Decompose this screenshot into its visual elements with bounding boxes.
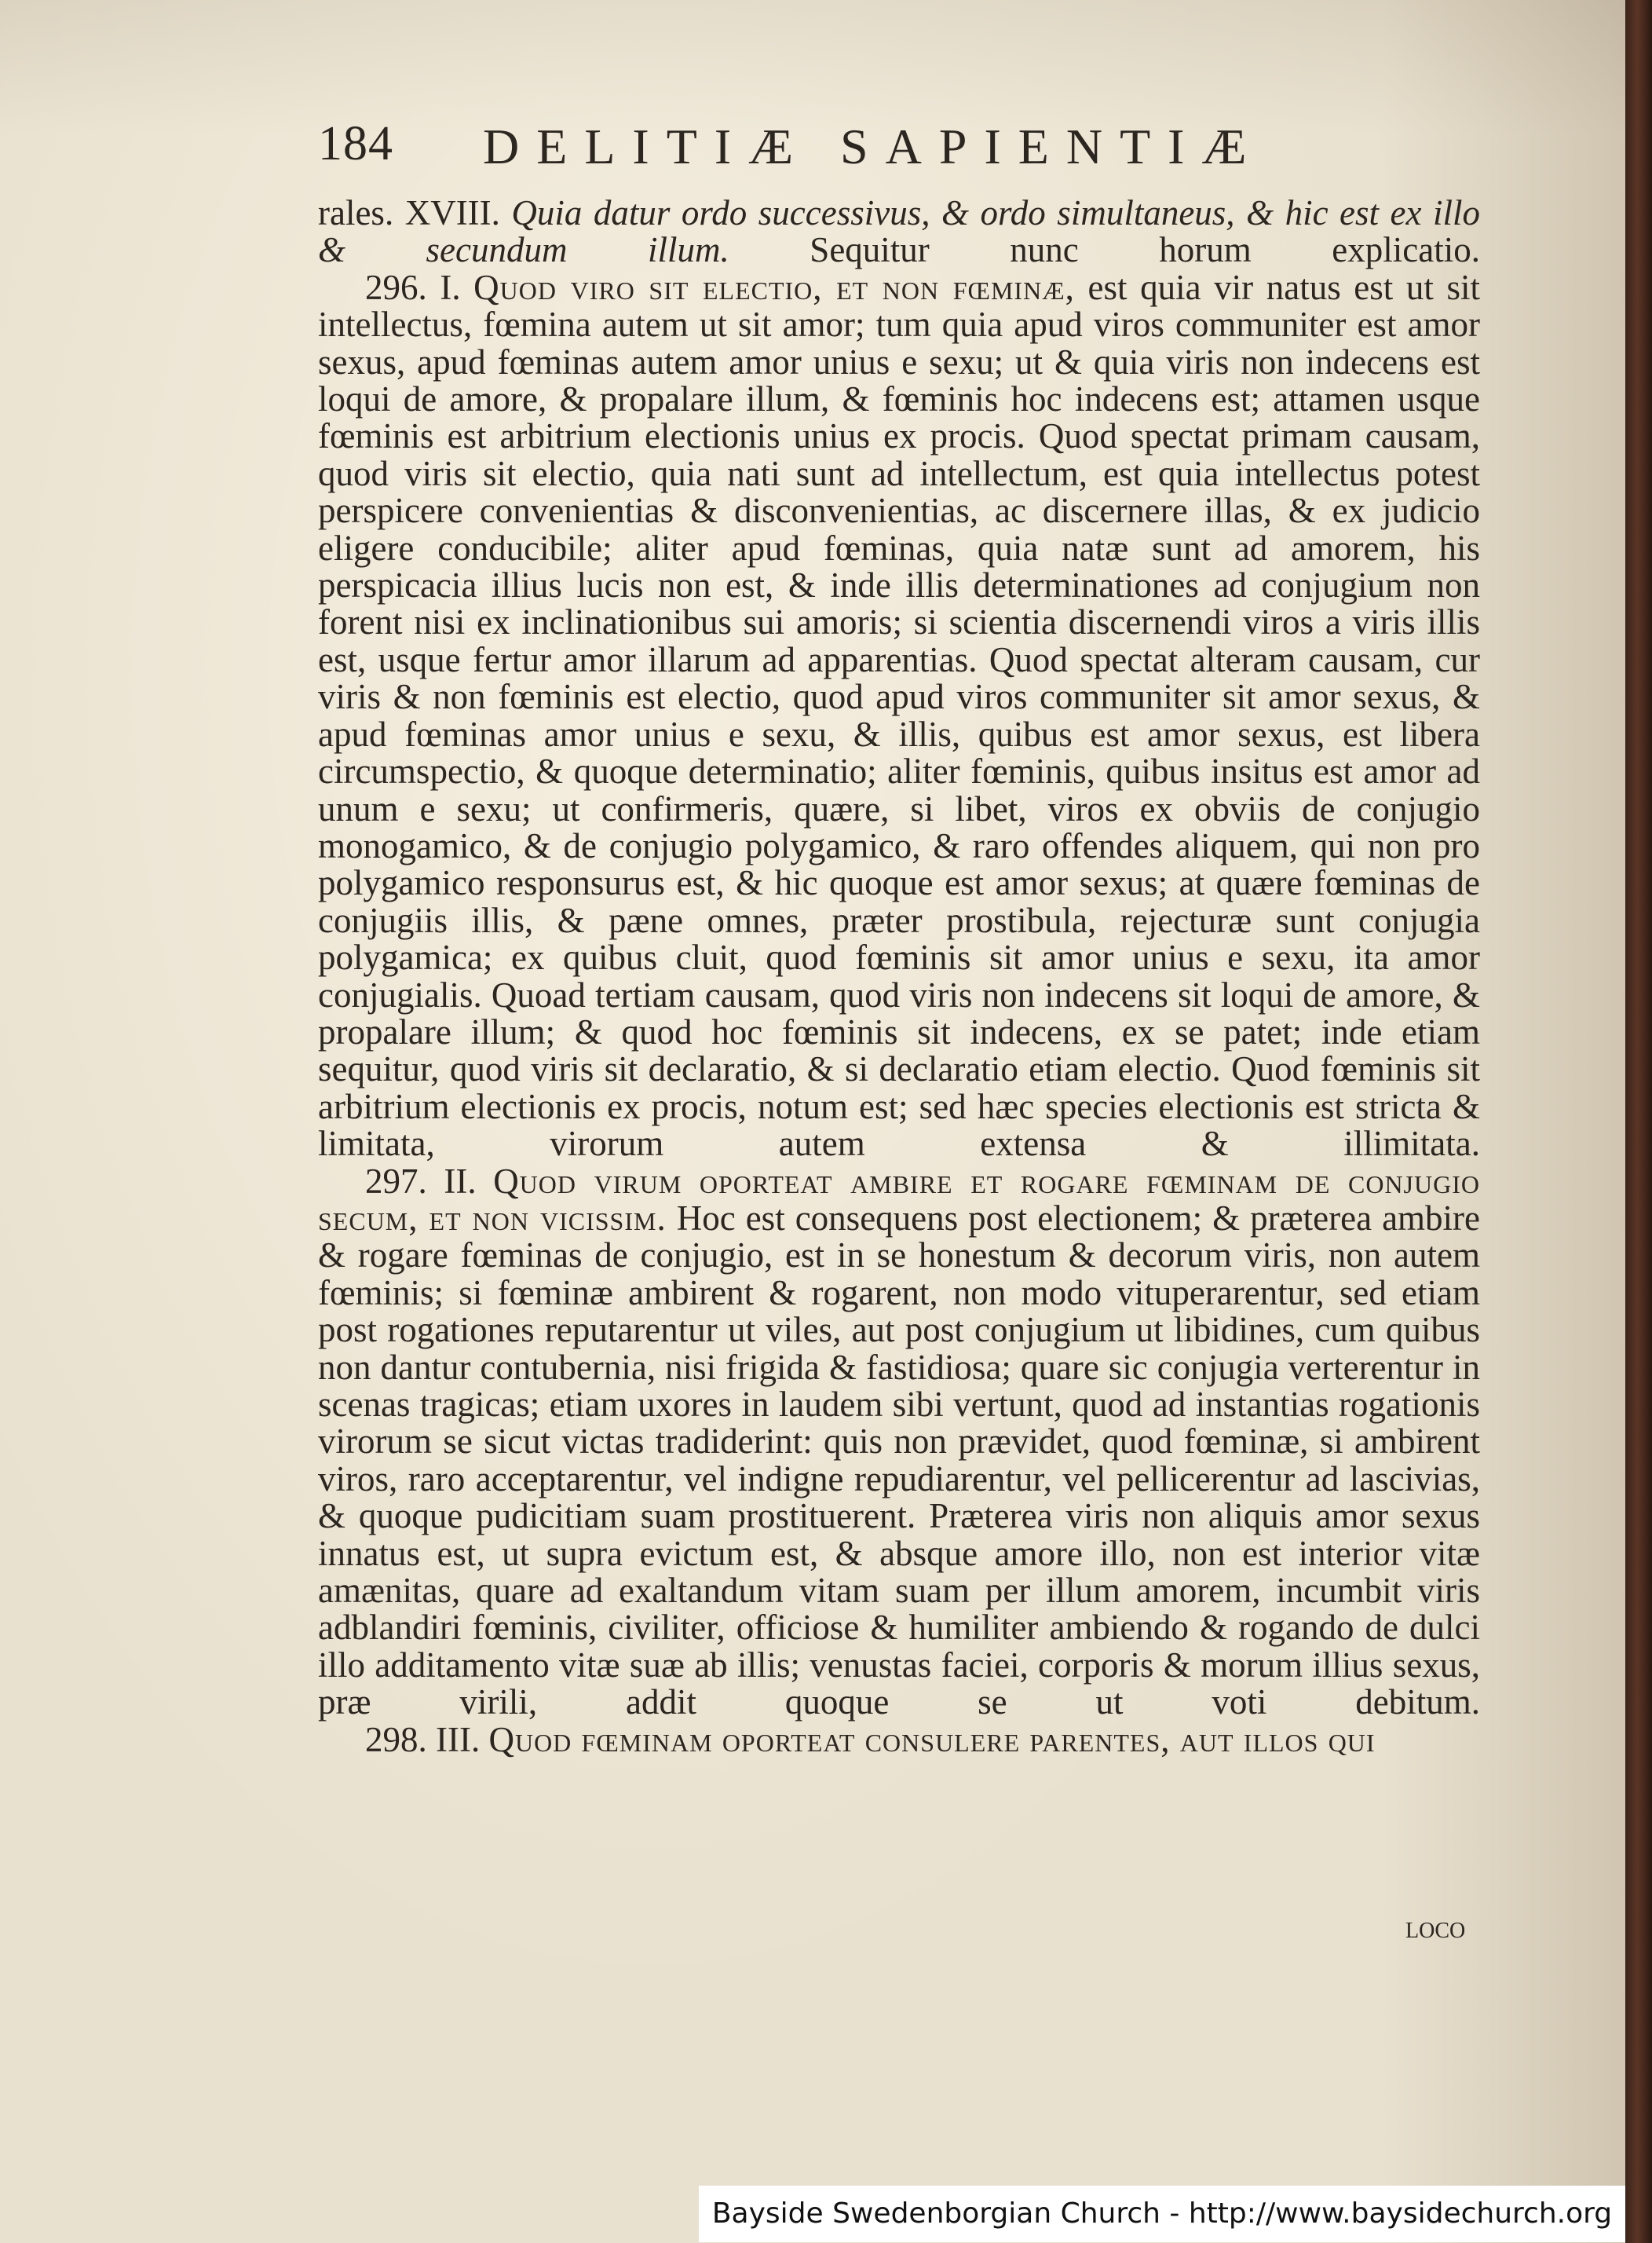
paragraph-continuation-lead: rales. XVIII. <box>318 193 512 232</box>
paragraph-296 <box>318 269 1480 1163</box>
book-spine-edge <box>1625 0 1652 2243</box>
paragraph-continuation <box>318 195 1480 269</box>
body-text <box>318 195 1480 1758</box>
paragraph-continuation-italic: Quia datur ordo successivus, & ordo simultaneus, & hic est ex illo & secundum illum. <box>318 193 1480 270</box>
page-number: 184 <box>318 117 393 170</box>
paragraph-298-number: 298. III. <box>365 1719 489 1759</box>
paragraph-298 <box>318 1719 1480 1759</box>
paragraph-296-text: est quia vir natus est ut sit intellectus, fœmina autem ut sit amor; tum quia apud viros communiter est amor sexus, apud fœminas autem amor unius e sexu; ut & quia viris non indecens est loqui de amore, & propalare illum, & fœminis hoc indecens est; attamen usque fœminis est arbitrium electionis unius ex procis. Quod spectat primam causam, quod viris sit electio, quia nati sunt ad intellectum, est quia intellectus potest perspicere convenientias & disconvenientias, ac discernere illas, & ex judicio eligere conducibile; aliter apud fœminas, quia natæ sunt ad amorem, his perspicacia illius lucis non est, & inde illis determinationes ad conjugium non forent nisi ex inclinationibus sui amoris; si scientia discernendi viros a viris illis est, usque fertur amor illarum ad apparentias. Quod spectat alteram causam, cur viris & non fœminis est electio, quod apud viros communiter sit amor sexus, & apud fœminas amor unius e sexu, & illis, quibus est amor sexus, est libera circumspectio, & quoque determinatio; aliter fœminis, quibus insitus est amor ad unum e sexu; ut confirmeris, quære, si libet, viros ex obviis de conjugio monogamico, & de conjugio polygamico, & raro offendes aliquem, qui non pro polygamico responsurus est, & hic quoque est amor sexus; at quære fœminas de conjugiis illis, & pæne omnes, præter prostibula, rejecturæ sunt conjugia polygamica; ex quibus cluit, quod fœminis sit amor unius e sexu, ita amor conjugialis. Quoad tertiam causam, quod viris non indecens sit loqui de amore, & propalare illum; & quod hoc fœminis sit indecens, ex se patet; inde etiam sequitur, quod viris sit declaratio, & si declaratio etiam electio. Quod fœminis sit arbitrium electionis ex procis, notum est; sed hæc species electionis est stricta & limitata, virorum autem extensa & illimitata. <box>318 267 1480 1164</box>
paragraph-297-heading: Quod virum oporteat ambire et rogare fœminam de conjugio secum, et non vicissim. <box>318 1161 1480 1238</box>
paragraph-298-heading: Quod fœminam oporteat consulere parentes, aut illos qui <box>488 1719 1376 1759</box>
catchword: loco <box>1405 1909 1466 1945</box>
watermark-caption: Bayside Swedenborgian Church - http://www.baysidechurch.org <box>699 2186 1625 2242</box>
paragraph-297-text: Hoc est consequens post electionem; & præterea ambire & rogare fœminas de conjugio, est in se honestum & decorum viris, non autem fœminis; si fœminæ ambirent & rogarent, non modo vituperarentur, sed etiam post rogationes reputarentur ut viles, aut post conjugium ut libidines, cum quibus non dantur contubernia, nisi frigida & fastidiosa; quare sic conjugia verterentur in scenas tragicas; etiam uxores in laudem sibi vertunt, quod ad instantias rogationis virorum se sicut victas tradiderint: quis non prævidet, quod fœminæ, si ambirent viros, raro acceptarentur, vel indigne repudiarentur, vel pellicerentur ad lascivias, & quoque pudicitiam suam prostituerent. Præterea viris non aliquis amor sexus innatus est, ut supra evictum est, & absque amore illo, non est interior vitæ amænitas, quare ad exaltandum vitam suam per illum amorem, incumbit viris adblandiri fœminis, civiliter, officiose & humiliter ambiendo & rogando de dulci illo additamento vitæ suæ ab illis; venustas faciei, corporis & morum illius sexus, præ virili, addit quoque se ut voti debitum. <box>318 1198 1481 1722</box>
paragraph-297-number: 297. II. <box>365 1161 494 1201</box>
running-title: DELITIÆ SAPIENTIÆ <box>483 119 1264 174</box>
paragraph-296-heading: Quod viro sit electio, et non fœminæ, <box>473 267 1075 307</box>
paragraph-297 <box>318 1163 1480 1722</box>
paragraph-296-number: 296. I. <box>365 267 474 307</box>
paragraph-continuation-tail: Sequitur nunc horum explicatio. <box>729 230 1480 270</box>
page-header <box>318 116 1492 187</box>
